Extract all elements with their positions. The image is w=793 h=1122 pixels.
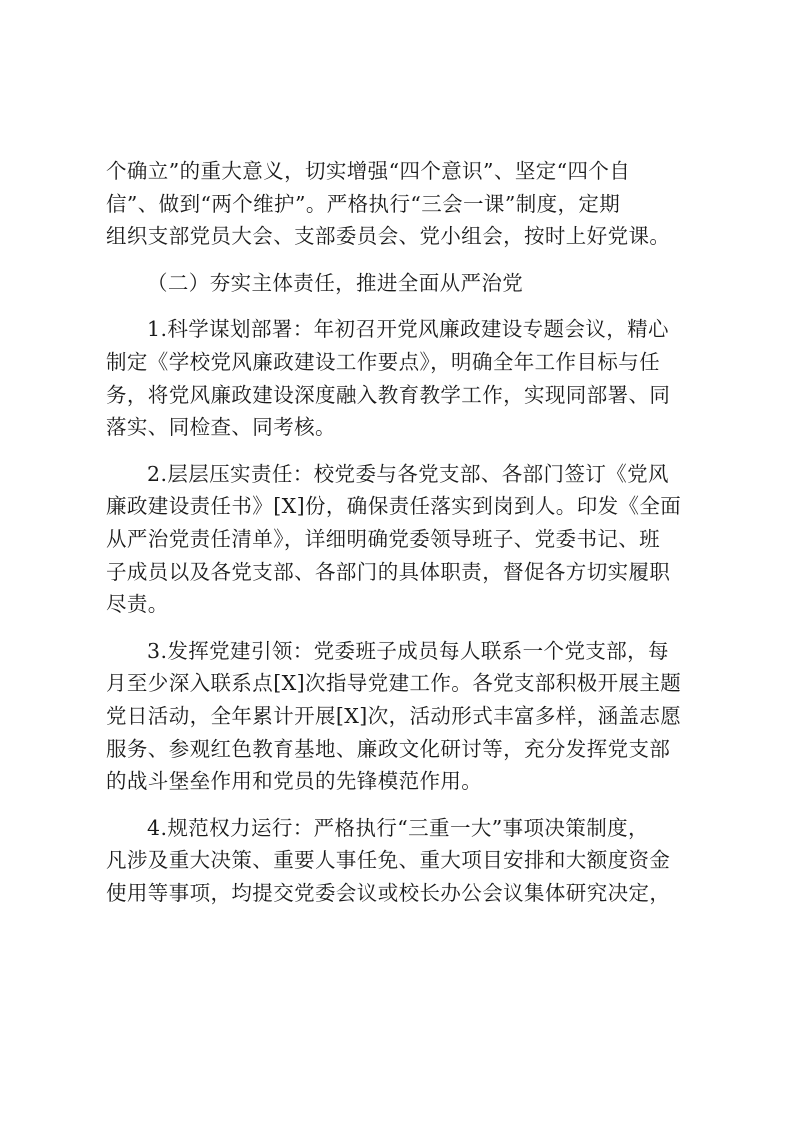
text-line: 务，将党风廉政建设深度融入教育教学工作，实现同部署、同 <box>106 382 671 407</box>
text-line: 个确立”的重大意义，切实增强“四个意识”、坚定“四个自 <box>106 159 631 183</box>
text-line: 信”、做到“两个维护”。严格执行“三会一课”制度，定期 <box>106 191 621 216</box>
text-line: 尽责。 <box>106 592 169 617</box>
text-line: 廉政建设责任书》[X]份，确保责任落实到岗到人。印发《全面 <box>106 494 682 519</box>
paragraph-item-4 <box>106 812 691 910</box>
text-line: 4.规范权力运行：严格执行“三重一大”事项决策制度， <box>147 815 649 840</box>
paragraph-continued <box>106 155 691 253</box>
text-line: 的战斗堡垒作用和党员的先锋模范作用。 <box>106 769 483 794</box>
text-line: 从严治党责任清单》，详细明确党委领导班子、党委书记、班 <box>106 526 661 551</box>
text-line: 使用等事项，均提交党委会议或校长办公会议集体研究决定， <box>106 880 671 905</box>
text-line: 子成员以及各党支部、各部门的具体职责，督促各方切实履职 <box>106 559 671 584</box>
paragraph-item-3 <box>106 635 691 798</box>
document-body <box>106 155 691 909</box>
paragraph-item-2 <box>106 458 691 621</box>
text-line: 制定《学校党风廉政建设工作要点》，明确全年工作目标与任 <box>106 349 661 374</box>
text-line: 党日活动，全年累计开展[X]次，活动形式丰富多样，涵盖志愿 <box>106 703 682 728</box>
text-line: 凡涉及重大决策、重要人事任免、重大项目安排和大额度资金 <box>106 848 671 873</box>
text-line: 3.发挥党建引领：党委班子成员每人联系一个党支部，每 <box>147 638 669 663</box>
text-line: 2.层层压实责任：校党委与各党支部、各部门签订《党风 <box>147 461 669 486</box>
text-line: 组织支部党员大会、支部委员会、党小组会，按时上好党课。 <box>106 224 671 249</box>
text-line: 月至少深入联系点[X]次指导党建工作。各党支部积极开展主题 <box>106 671 682 696</box>
text-line: 1.科学谋划部署：年初召开党风廉政建设专题会议，精心 <box>147 317 669 342</box>
section-heading: （二）夯实主体责任，推进全面从严治党 <box>147 270 524 295</box>
text-line: 服务、参观红色教育基地、廉政文化研讨等，充分发挥党支部 <box>106 736 671 761</box>
paragraph-item-1 <box>106 313 691 443</box>
text-line: 落实、同检查、同考核。 <box>106 415 336 440</box>
